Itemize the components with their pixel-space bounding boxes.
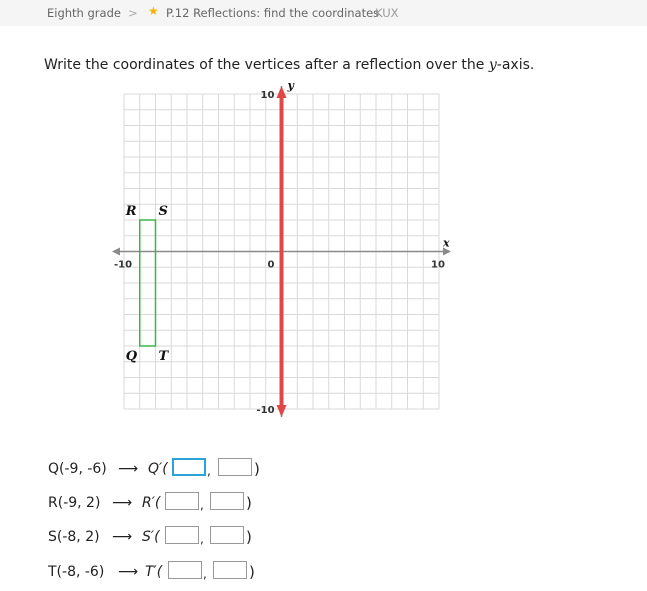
close-paren: ): [254, 460, 260, 478]
vertex-label-t: T: [158, 349, 169, 364]
maps-to-arrow: ⟶: [118, 564, 139, 580]
breadcrumb-separator: >: [128, 6, 138, 20]
original-point: R(-9, 2): [48, 495, 101, 511]
breadcrumb-skill: P.12 Reflections: find the coordinates: [166, 6, 380, 20]
original-point: T(-8, -6): [48, 564, 105, 580]
reflection-line-arrow-up: [277, 86, 287, 98]
prompt-axis-variable: y: [488, 57, 497, 73]
y-min-tick-label: -10: [256, 405, 275, 416]
skill-code: KUX: [375, 6, 399, 20]
comma: ,: [200, 498, 204, 512]
breadcrumb-grade-link[interactable]: Eighth grade: [47, 6, 121, 20]
origin-label: 0: [267, 259, 275, 271]
y-coordinate-input[interactable]: [213, 561, 247, 579]
prompt-text-before: Write the coordinates of the vertices after a reflection over the: [44, 57, 489, 73]
close-paren: ): [246, 528, 252, 546]
x-coordinate-input[interactable]: [165, 492, 199, 510]
vertex-label-s: S: [158, 204, 168, 219]
y-coordinate-input[interactable]: [210, 492, 244, 510]
comma: ,: [200, 532, 204, 546]
x-coordinate-input[interactable]: [168, 561, 202, 579]
x-max-tick-label: 10: [431, 259, 445, 271]
close-paren: ): [246, 494, 252, 512]
maps-to-arrow: ⟶: [112, 529, 133, 545]
y-coordinate-input[interactable]: [218, 458, 252, 476]
maps-to-arrow: ⟶: [118, 461, 139, 477]
x-coordinate-input[interactable]: [172, 458, 206, 476]
close-paren: ): [249, 563, 255, 581]
x-axis-arrow-left: [112, 248, 120, 256]
prompt-text-after: -axis.: [496, 57, 535, 73]
y-axis-label: y: [287, 79, 294, 92]
original-point: Q(-9, -6): [48, 461, 107, 477]
comma: ,: [207, 464, 211, 478]
original-point: S(-8, 2): [48, 529, 100, 545]
x-coordinate-input[interactable]: [165, 526, 199, 544]
x-axis-label: x: [443, 236, 450, 250]
star-icon: ★: [148, 4, 159, 18]
vertex-label-q: Q: [125, 349, 138, 364]
y-coordinate-input[interactable]: [210, 526, 244, 544]
maps-to-arrow: ⟶: [112, 495, 133, 511]
image-point-label: R′(: [142, 495, 161, 511]
x-min-tick-label: -10: [114, 259, 133, 271]
y-max-tick-label: 10: [260, 90, 275, 101]
comma: ,: [203, 567, 207, 581]
image-point-label: Q′(: [148, 461, 168, 477]
image-point-label: S′(: [142, 529, 160, 545]
reflection-line-arrow-down: [277, 405, 287, 417]
image-point-label: T′(: [145, 564, 163, 580]
vertex-label-r: R: [125, 204, 137, 219]
